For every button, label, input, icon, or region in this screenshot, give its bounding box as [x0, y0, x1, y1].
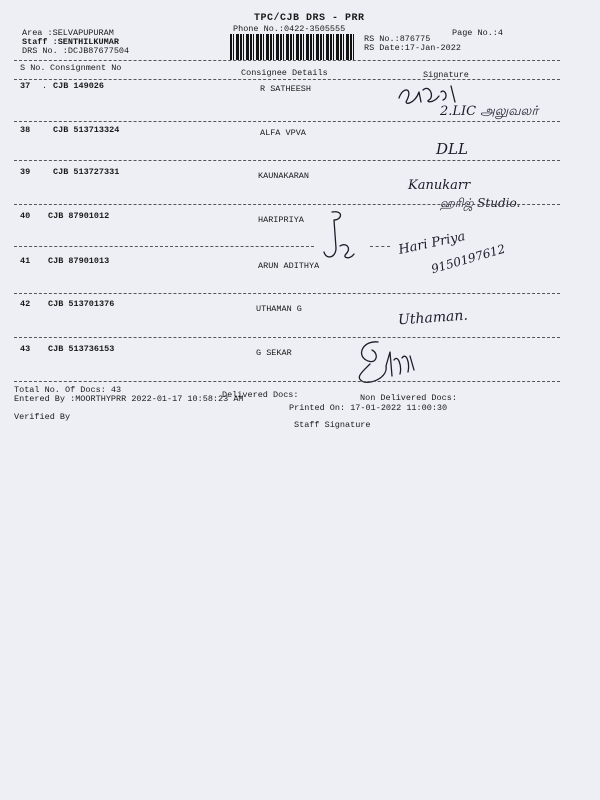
printed-on: Printed On: 17-01-2022 11:00:30: [289, 403, 448, 413]
row-sno: 41: [20, 256, 31, 266]
entered-by: Entered By :MOORTHYPRR 2022-01-17 10:58:23 AM: [14, 394, 244, 404]
rs-date: RS Date:17-Jan-2022: [364, 43, 461, 53]
row-separator: .: [42, 81, 48, 91]
row-consignment: CJB 513701376: [48, 299, 115, 309]
divider: [14, 79, 560, 80]
divider: [14, 337, 560, 338]
row-consignee: ALFA VPVA: [260, 128, 306, 138]
row-consignee: R SATHEESH: [260, 84, 312, 94]
divider: [14, 160, 560, 161]
handwritten-note: Uthaman.: [397, 307, 469, 329]
delivered-docs: Delivered Docs:: [222, 390, 299, 400]
row-sno: 40: [20, 211, 31, 221]
rs-number: RS No.:876775: [364, 34, 431, 44]
row-consignee: HARIPRIYA: [258, 215, 304, 225]
column-header-signature: Signature: [423, 70, 469, 80]
row-consignment: CJB 87901012: [48, 211, 110, 221]
staff-signature-label: Staff Signature: [294, 420, 371, 430]
row-consignee: KAUNAKARAN: [258, 171, 310, 181]
handwritten-note: ஹரிஜ் Studio.: [440, 196, 521, 210]
row-sno: 38: [20, 125, 31, 135]
row-sno: 42: [20, 299, 31, 309]
non-delivered-docs: Non Delivered Docs:: [360, 393, 457, 403]
column-header-consignee: Consignee Details: [241, 68, 328, 78]
handwritten-note: 9150197612: [429, 241, 507, 277]
drs-number: DRS No. :DCJB87677504: [22, 46, 130, 56]
verified-by: Verified By: [14, 412, 71, 422]
divider: [370, 246, 390, 247]
row-sno: 39: [20, 167, 31, 177]
row-consignment: CJB 87901013: [48, 256, 110, 266]
divider: [14, 60, 560, 61]
row-consignment: CJB 513736153: [48, 344, 115, 354]
handwritten-note: Hari Priya: [397, 229, 467, 258]
document-title: TPC/CJB DRS - PRR: [254, 13, 365, 24]
total-docs: Total No. Of Docs: 43: [14, 385, 122, 395]
divider: [14, 204, 560, 205]
row-consignee: G SEKAR: [256, 348, 292, 358]
divider: [14, 121, 560, 122]
divider: [14, 293, 560, 294]
phone-number: Phone No.:0422-3505555: [233, 24, 346, 34]
row-sno: 37: [20, 81, 31, 91]
handwritten-note: Kanukarr: [408, 178, 471, 193]
row-consignment: CJB 149026: [53, 81, 105, 91]
staff-label: Staff :SENTHILKUMAR: [22, 37, 119, 47]
area-label: Area :SELVAPUPURAM: [22, 28, 114, 38]
row-consignment: CJB 513713324: [53, 125, 120, 135]
row-consignee: UTHAMAN G: [256, 304, 302, 314]
row-consignment: CJB 513727331: [53, 167, 120, 177]
divider: [14, 381, 560, 382]
row-consignee: ARUN ADITHYA: [258, 261, 320, 271]
signature-image: [318, 208, 358, 266]
column-header-consignment: Consignment No: [50, 63, 122, 73]
column-header-sno: S No.: [20, 63, 46, 73]
divider: [14, 246, 314, 247]
row-sno: 43: [20, 344, 31, 354]
handwritten-note: 2.LIC அலுவலர்: [440, 104, 539, 119]
barcode-image: [230, 34, 354, 60]
handwritten-note: DLL: [436, 140, 468, 158]
page-number: Page No.:4: [452, 28, 504, 38]
